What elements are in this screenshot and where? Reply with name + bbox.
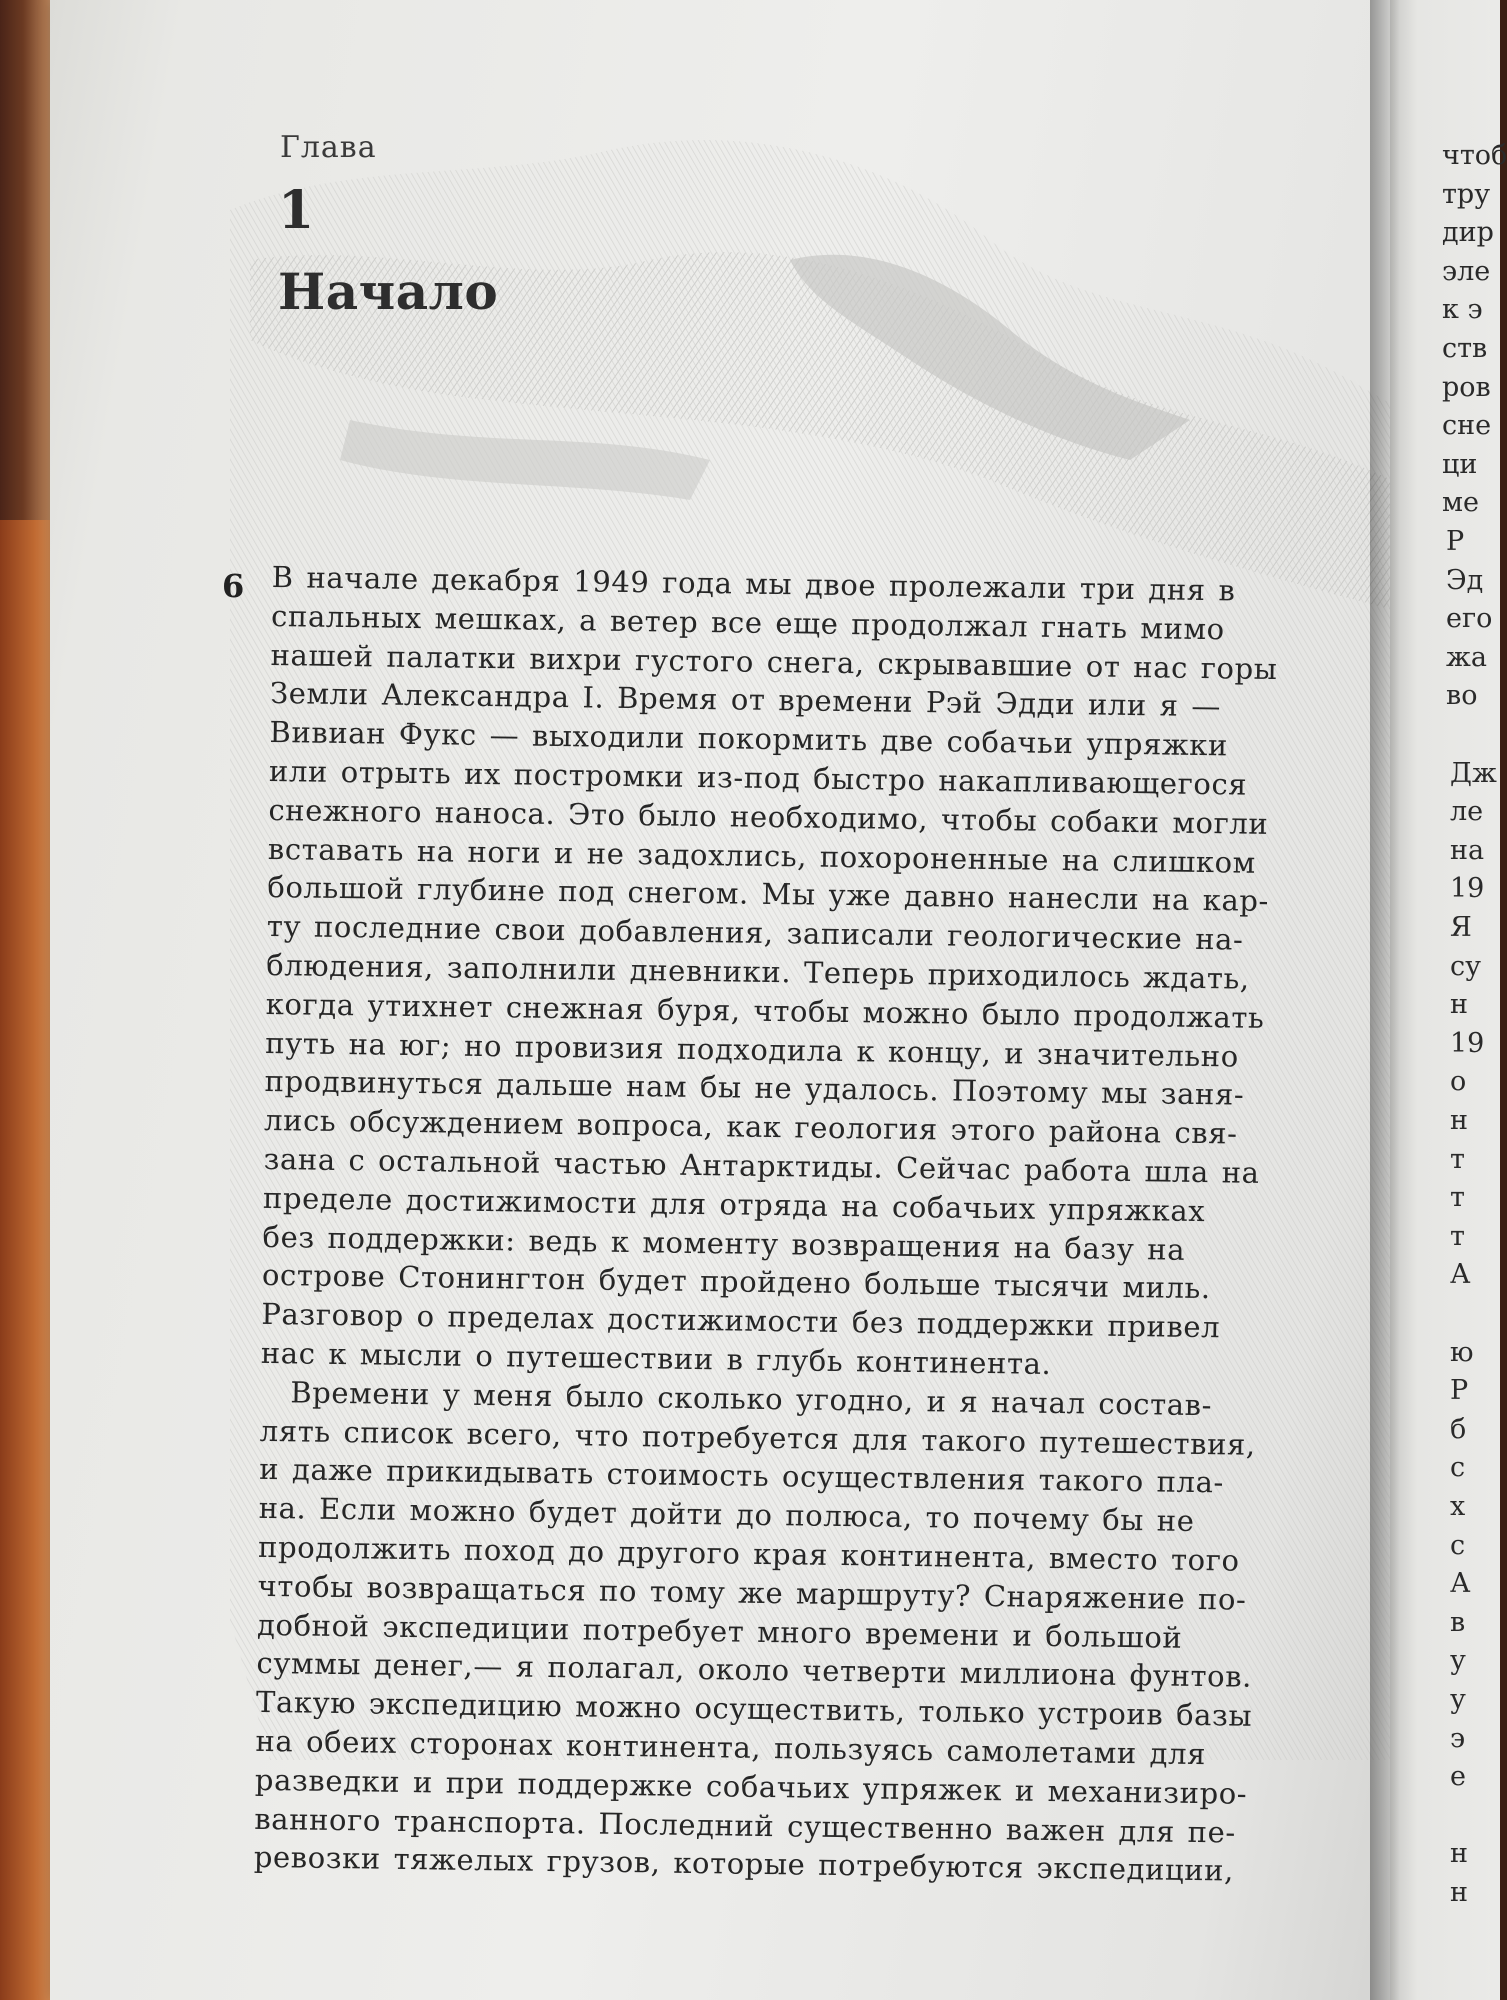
chapter-title: Начало bbox=[278, 262, 499, 321]
facing-page-fragment: с bbox=[1450, 1452, 1466, 1484]
chapter-number: 1 bbox=[278, 180, 315, 241]
page-number: 6 bbox=[222, 567, 245, 605]
chapter-label: Глава bbox=[280, 130, 377, 165]
facing-page-fragment: т bbox=[1450, 1220, 1465, 1252]
facing-page-fragment: б bbox=[1450, 1413, 1467, 1445]
facing-page-fragment: сне bbox=[1442, 410, 1492, 442]
facing-page-fragment: на bbox=[1450, 834, 1485, 866]
body-text bbox=[254, 558, 1424, 1893]
facing-page-fragment: с bbox=[1450, 1529, 1466, 1561]
facing-page-fragment: у bbox=[1450, 1684, 1466, 1715]
text-line: нашей палатки вихри густого снега, скрывавшие от нас горы bbox=[270, 637, 1278, 686]
facing-page-fragment: А bbox=[1450, 1568, 1471, 1600]
facing-page-fragment: ци bbox=[1442, 448, 1478, 480]
text-line: добной экспедиции потребует много времени и большой bbox=[256, 1607, 1183, 1655]
facing-page-fragment: тру bbox=[1442, 178, 1491, 210]
text-line: Земли Александра I. Время от времени Рэй Эдди или я — bbox=[269, 676, 1222, 724]
facing-page-fragment: ю bbox=[1450, 1336, 1474, 1368]
text-line: Такую экспедицию можно осуществить, только устроив базы bbox=[255, 1684, 1253, 1733]
facing-page-fragment: е bbox=[1450, 1761, 1466, 1793]
text-line: суммы денег,— я полагал, около четверти миллиона фунтов. bbox=[256, 1646, 1253, 1695]
facing-page-fragment: дир bbox=[1442, 217, 1494, 249]
text-line: ванного транспорта. Последний существенно важен для пе- bbox=[254, 1801, 1236, 1850]
facing-page-fragment: о bbox=[1450, 1066, 1467, 1098]
facing-page-fragment: Р bbox=[1446, 526, 1465, 557]
text-line: продвинуться дальше нам бы не удалось. Поэтому мы заня- bbox=[264, 1064, 1245, 1112]
facing-page-fragment: Р bbox=[1450, 1375, 1469, 1407]
facing-page-fragment: у bbox=[1450, 1645, 1466, 1677]
facing-page-fragment: эле bbox=[1442, 255, 1491, 287]
facing-page-fragment: 19 bbox=[1450, 873, 1485, 905]
facing-page-fragment: 19 bbox=[1450, 1027, 1485, 1059]
facing-page-fragment: чтоб bbox=[1442, 140, 1507, 171]
text-line: снежного наноса. Это было необходимо, чтобы собаки могли bbox=[268, 792, 1269, 841]
text-line: без поддержки: ведь к моменту возвращения на базу на bbox=[262, 1219, 1186, 1267]
text-line: пределе достижимости для отряда на собачьих упряжках bbox=[262, 1180, 1206, 1228]
text-line: острове Стонингтон будет пройдено больше тысячи миль. bbox=[261, 1258, 1212, 1306]
book-page bbox=[50, 0, 1390, 2000]
text-line: или отрыть их постромки из-под быстро накапливающегося bbox=[268, 753, 1248, 802]
facing-page-fragment: ле bbox=[1450, 796, 1484, 828]
facing-page-fragment: т bbox=[1450, 1143, 1465, 1175]
text-line: путь на юг; но провизия подходила к концу, и значительно bbox=[264, 1025, 1240, 1074]
facing-page-fragment: н bbox=[1450, 1877, 1468, 1908]
facing-page-fragment: к э bbox=[1442, 294, 1483, 326]
paragraph-2 bbox=[254, 1373, 1413, 1893]
text-line: большой глубине под снегом. Мы уже давно нанесли на кар- bbox=[267, 870, 1270, 919]
facing-page-fragment: А bbox=[1450, 1259, 1471, 1291]
facing-page-fragment: Я bbox=[1450, 912, 1472, 943]
text-line: блюдения, заполнили дневники. Теперь приходилось ждать, bbox=[266, 947, 1250, 996]
text-line: Вивиан Фукс — выходили покормить две собачьи упряжки bbox=[269, 715, 1229, 763]
text-line: лять список всего, что потребуется для такого путешествия, bbox=[259, 1413, 1256, 1462]
text-line: продолжить поход до другого края континента, вместо того bbox=[257, 1529, 1240, 1578]
text-line: вставать на ноги и не задохлись, похороненные на слишком bbox=[267, 831, 1257, 880]
facing-page-fragment: его bbox=[1446, 603, 1493, 635]
facing-page-fragment: су bbox=[1450, 950, 1482, 982]
facing-page-fragment: н bbox=[1450, 1838, 1468, 1870]
text-line: когда утихнет снежная буря, чтобы можно было продолжать bbox=[265, 986, 1265, 1035]
text-line: Времени у меня было сколько угодно, и я начал состав- bbox=[290, 1375, 1213, 1422]
text-line: на. Если можно будет дойти до полюса, то почему бы не bbox=[258, 1491, 1195, 1539]
facing-page-fragment: ств bbox=[1442, 333, 1488, 364]
text-line: спальных мешках, а ветер все еще продолжал гнать мимо bbox=[270, 598, 1225, 647]
facing-page-fragment: н bbox=[1450, 989, 1468, 1021]
paragraph-1 bbox=[261, 558, 1424, 1389]
facing-page-fragment: Дж bbox=[1450, 757, 1497, 789]
text-line: ту последние свои добавления, записали геологические на- bbox=[266, 909, 1244, 957]
facing-page-edge bbox=[1390, 0, 1507, 2000]
facing-page-fragment: Эд bbox=[1446, 564, 1484, 596]
facing-page-fragment: в bbox=[1450, 1606, 1466, 1638]
facing-page-fragment: ров bbox=[1442, 371, 1491, 403]
text-line: ревозки тяжелых грузов, которые потребуются экспедиции, bbox=[253, 1840, 1235, 1888]
text-line: чтобы возвращаться по тому же маршруту? Снаряжение по- bbox=[257, 1568, 1247, 1617]
facing-page-fragment: жа bbox=[1446, 641, 1487, 673]
facing-page-fragment: н bbox=[1450, 1105, 1468, 1136]
facing-page-fragment: э bbox=[1450, 1722, 1466, 1754]
text-line: лись обсуждением вопроса, как геология этого района свя- bbox=[263, 1103, 1238, 1151]
text-line: нас к мысли о путешествии в глубь континента. bbox=[260, 1335, 1052, 1381]
text-line: разведки и при поддержке собачьих упряжек и механизиро- bbox=[254, 1762, 1248, 1811]
facing-page-fragment: ме bbox=[1442, 487, 1479, 519]
text-line: и даже прикидывать стоимость осуществления такого пла- bbox=[259, 1452, 1225, 1500]
text-line: В начале декабря 1949 года мы двое пролежали три дня в bbox=[271, 559, 1236, 608]
facing-page-fragment: х bbox=[1450, 1491, 1466, 1522]
facing-page-fragment: т bbox=[1450, 1182, 1465, 1214]
text-line: зана с остальной частью Антарктиды. Сейчас работа шла на bbox=[263, 1141, 1260, 1190]
facing-page-fragment: во bbox=[1446, 680, 1478, 712]
text-line: Разговор о пределах достижимости без поддержки привел bbox=[261, 1297, 1221, 1345]
text-line: на обеих сторонах континента, пользуясь самолетами для bbox=[255, 1723, 1207, 1772]
